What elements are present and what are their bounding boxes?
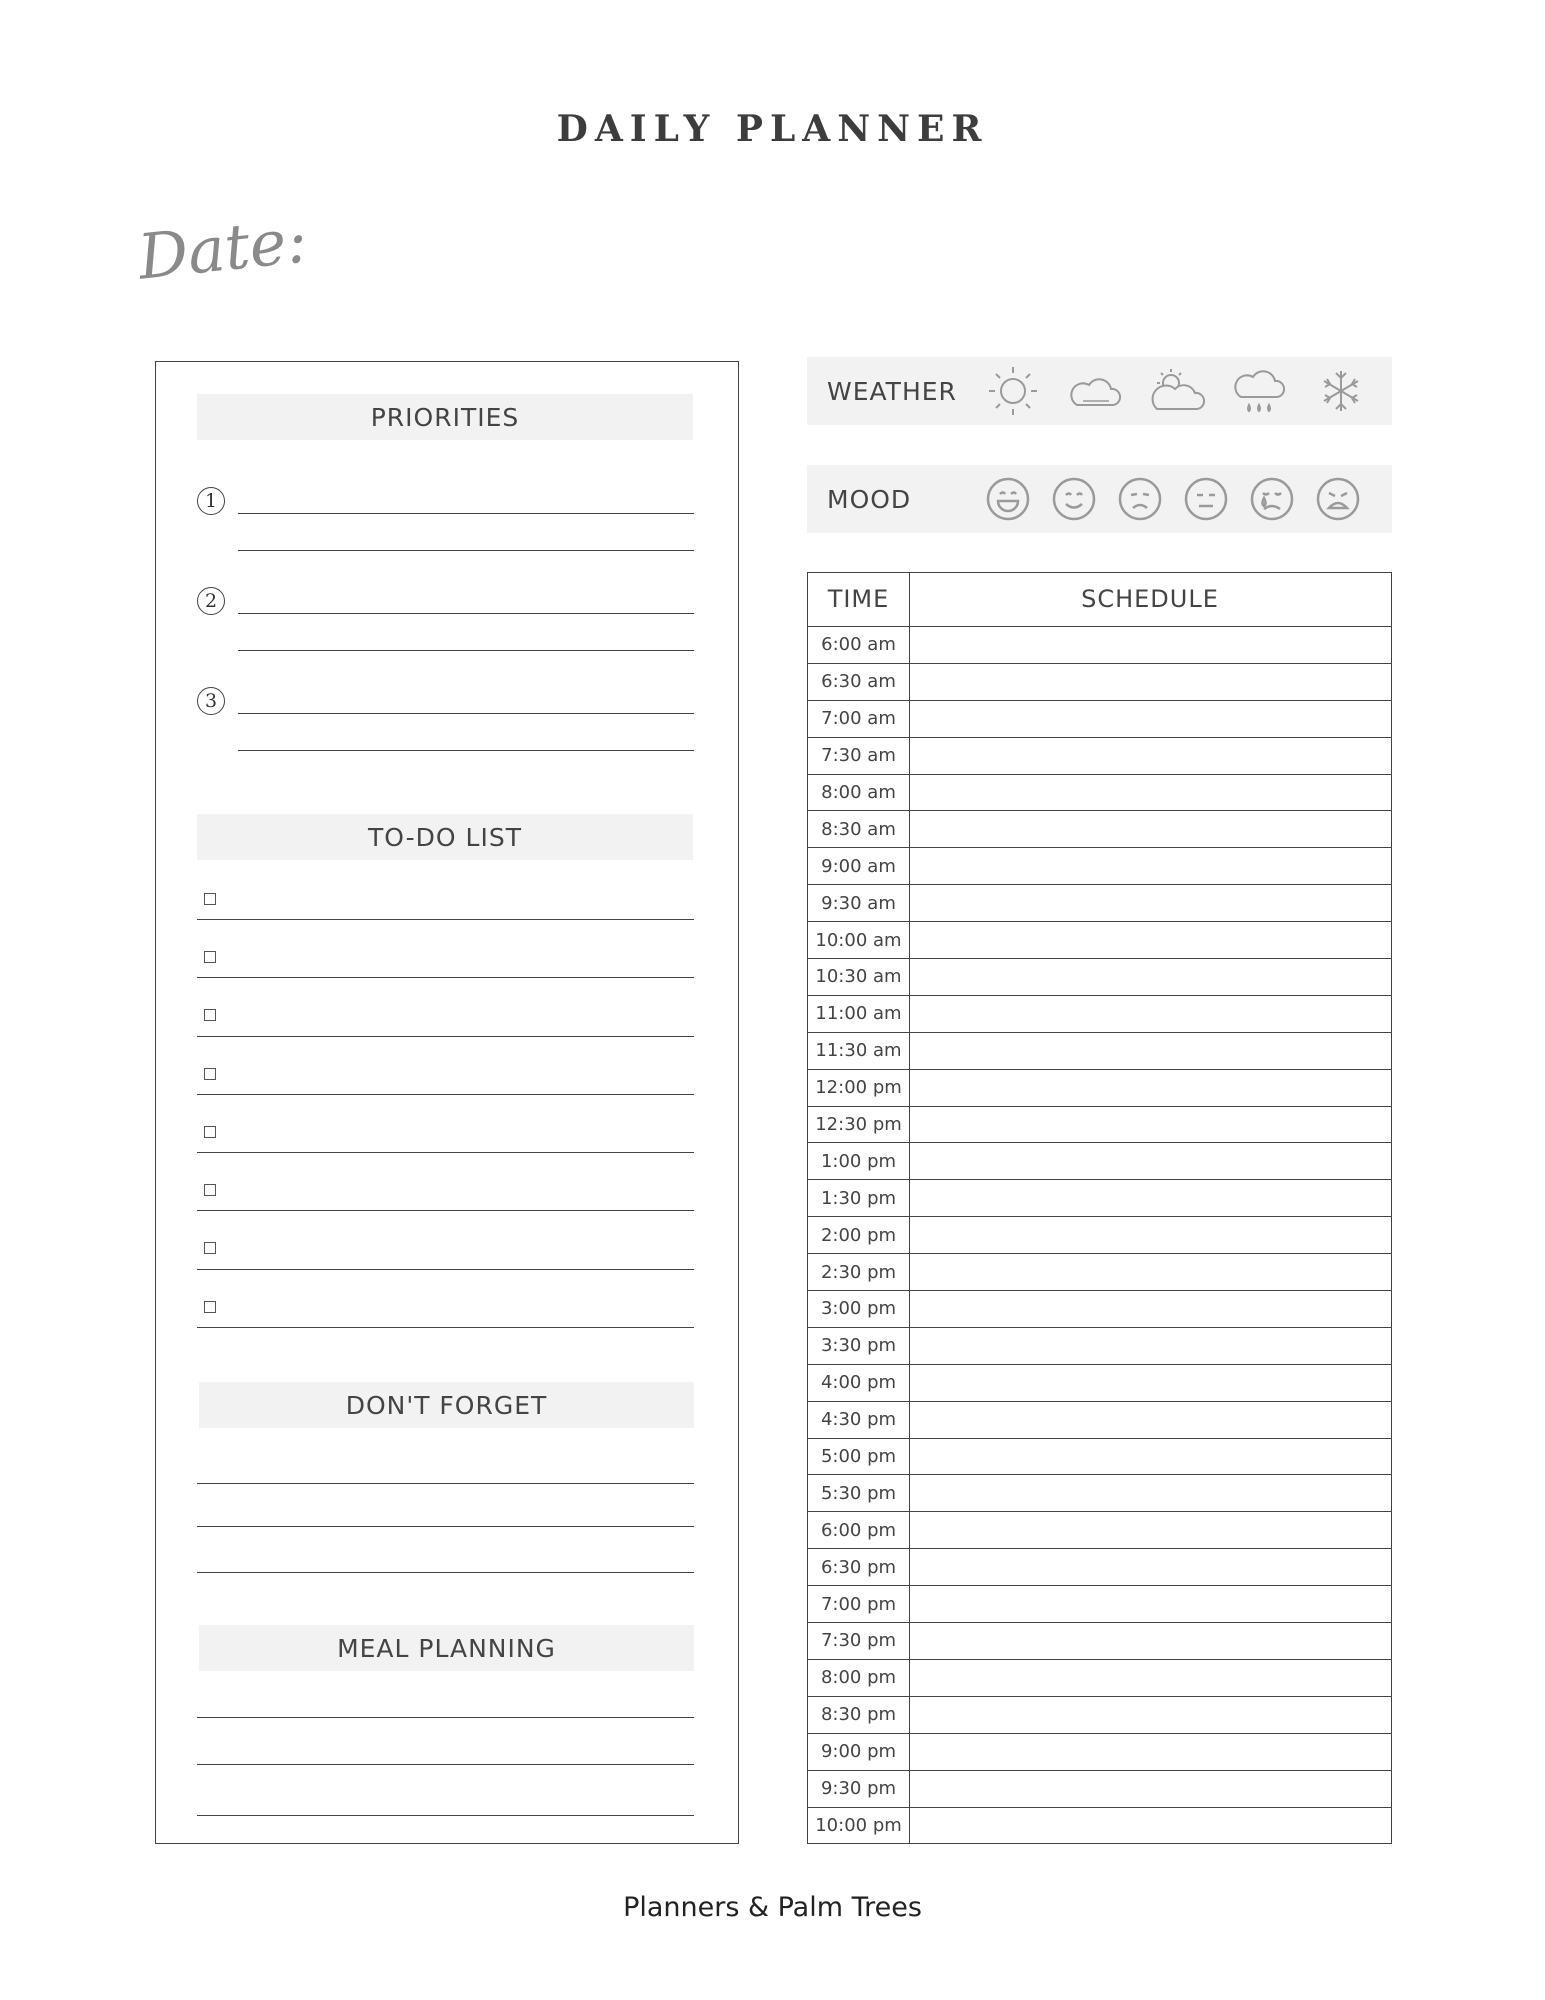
time-cell: 10:30 am — [815, 966, 902, 988]
schedule-row[interactable] — [808, 1660, 1391, 1697]
todo-header: TO-DO LIST — [197, 814, 693, 860]
time-cell: 7:00 pm — [820, 1593, 897, 1615]
todo-checkbox[interactable] — [204, 1184, 216, 1196]
dont-forget-line[interactable] — [197, 1483, 694, 1484]
todo-line[interactable] — [197, 1269, 694, 1270]
time-cell: 9:30 am — [821, 892, 896, 914]
schedule-row[interactable] — [808, 1808, 1391, 1845]
schedule-row[interactable] — [808, 1328, 1391, 1365]
schedule-row[interactable] — [808, 1734, 1391, 1771]
page-title: DAILY PLANNER — [556, 108, 989, 150]
time-cell: 12:30 pm — [815, 1114, 902, 1136]
time-cell: 7:00 am — [821, 708, 896, 730]
schedule-row[interactable] — [808, 885, 1391, 922]
meal-planning-line[interactable] — [197, 1815, 694, 1816]
rain-cloud-icon[interactable] — [1229, 361, 1289, 421]
schedule-row[interactable] — [808, 1254, 1391, 1291]
todo-checkbox[interactable] — [204, 1068, 216, 1080]
priorities-header: PRIORITIES — [197, 394, 693, 440]
time-cell: 8:30 am — [821, 818, 896, 840]
todo-line[interactable] — [197, 919, 694, 920]
todo-checkbox[interactable] — [204, 893, 216, 905]
schedule-row[interactable] — [808, 1586, 1391, 1623]
schedule-row[interactable] — [808, 1365, 1391, 1402]
time-cell: 6:30 pm — [820, 1556, 897, 1578]
todo-line[interactable] — [197, 1152, 694, 1153]
schedule-row[interactable] — [808, 664, 1391, 701]
todo-line[interactable] — [197, 1094, 694, 1095]
todo-checkbox[interactable] — [204, 1126, 216, 1138]
weather-label: WEATHER — [827, 376, 957, 406]
time-cell: 6:30 am — [821, 671, 896, 693]
time-cell: 3:30 pm — [820, 1335, 897, 1357]
time-cell: 4:00 pm — [820, 1372, 897, 1394]
time-cell: 11:30 am — [815, 1040, 902, 1062]
time-cell: 7:30 am — [821, 745, 896, 767]
meal-planning-line[interactable] — [197, 1717, 694, 1718]
todo-checkbox[interactable] — [204, 1242, 216, 1254]
todo-line[interactable] — [197, 1210, 694, 1211]
schedule-row[interactable] — [808, 1771, 1391, 1808]
schedule-rows — [808, 627, 1391, 1844]
schedule-header-row — [808, 573, 1391, 627]
schedule-row[interactable] — [808, 848, 1391, 885]
dont-forget-line[interactable] — [197, 1526, 694, 1527]
time-cell: 9:30 pm — [820, 1778, 897, 1800]
mood-icons — [985, 465, 1361, 533]
schedule-row[interactable] — [808, 1475, 1391, 1512]
schedule-row[interactable] — [808, 738, 1391, 775]
time-cell: 10:00 am — [815, 929, 902, 951]
time-cell: 11:00 am — [815, 1003, 902, 1025]
weather-icons — [983, 357, 1371, 425]
schedule-table — [807, 572, 1392, 1844]
time-cell: 5:30 pm — [820, 1482, 897, 1504]
time-cell: 8:00 am — [821, 782, 896, 803]
mood-label: MOOD — [827, 484, 912, 514]
sun-icon[interactable] — [983, 361, 1043, 421]
priority-number-1: 1 — [197, 487, 225, 515]
todo-checkbox[interactable] — [204, 1301, 216, 1313]
priority-line[interactable] — [238, 613, 694, 614]
cloud-icon[interactable] — [1065, 361, 1125, 421]
todo-line[interactable] — [197, 1036, 694, 1037]
footer-brand: Planners & Palm Trees — [623, 1892, 922, 1923]
schedule-row[interactable] — [808, 1070, 1391, 1107]
priority-line[interactable] — [238, 513, 694, 514]
time-cell: 10:00 pm — [815, 1815, 902, 1837]
priority-line[interactable] — [238, 650, 694, 651]
schedule-row[interactable] — [808, 811, 1391, 848]
schedule-row[interactable] — [808, 1107, 1391, 1144]
meal-planning-line[interactable] — [197, 1764, 694, 1765]
time-cell: 1:30 pm — [820, 1187, 897, 1209]
date-label: Date: — [134, 203, 311, 294]
todo-checkbox[interactable] — [204, 1009, 216, 1021]
sad-face-icon[interactable] — [1117, 476, 1163, 522]
time-cell: 8:30 pm — [820, 1704, 897, 1726]
schedule-row[interactable] — [808, 701, 1391, 738]
priority-line[interactable] — [238, 550, 694, 551]
laughing-face-icon[interactable] — [985, 476, 1031, 522]
time-cell: 3:00 pm — [820, 1298, 897, 1320]
priority-number-2: 2 — [197, 587, 225, 615]
schedule-row[interactable] — [808, 1512, 1391, 1549]
time-cell: 2:30 pm — [820, 1261, 897, 1283]
schedule-row[interactable] — [808, 1033, 1391, 1070]
time-cell: 12:00 pm — [815, 1077, 902, 1099]
todo-line[interactable] — [197, 977, 694, 978]
schedule-row[interactable] — [808, 1439, 1391, 1476]
schedule-row[interactable] — [808, 1549, 1391, 1586]
schedule-row[interactable] — [808, 1291, 1391, 1328]
todo-checkbox[interactable] — [204, 951, 216, 963]
time-cell: 4:30 pm — [820, 1409, 897, 1431]
dont-forget-header: DON'T FORGET — [199, 1382, 694, 1428]
neutral-face-icon[interactable] — [1183, 476, 1229, 522]
weather-bar — [807, 357, 1392, 425]
time-cell: 1:00 pm — [820, 1150, 897, 1172]
priority-line[interactable] — [238, 750, 694, 751]
time-cell: 9:00 pm — [820, 1741, 897, 1763]
upset-face-icon[interactable] — [1315, 476, 1361, 522]
schedule-column-header: SCHEDULE — [1081, 585, 1219, 613]
schedule-row[interactable] — [808, 627, 1391, 664]
left-panel — [155, 361, 739, 1844]
time-cell: 5:00 pm — [820, 1446, 897, 1468]
schedule-row[interactable] — [808, 1623, 1391, 1660]
time-column-header: TIME — [827, 585, 890, 613]
schedule-row[interactable] — [808, 996, 1391, 1033]
meal-planning-header: MEAL PLANNING — [199, 1625, 694, 1671]
priority-line[interactable] — [238, 713, 694, 714]
snowflake-icon[interactable] — [1311, 361, 1371, 421]
time-cell: 8:00 pm — [820, 1667, 897, 1689]
schedule-row[interactable] — [808, 1217, 1391, 1254]
time-cell: 7:30 pm — [820, 1630, 897, 1652]
mood-bar — [807, 465, 1392, 533]
crying-face-icon[interactable] — [1249, 476, 1295, 522]
todo-line[interactable] — [197, 1327, 694, 1328]
schedule-row[interactable] — [808, 775, 1391, 812]
smiling-face-icon[interactable] — [1051, 476, 1097, 522]
dont-forget-line[interactable] — [197, 1572, 694, 1573]
time-cell: 6:00 pm — [820, 1519, 897, 1541]
time-cell: 2:00 pm — [820, 1224, 897, 1246]
schedule-row[interactable] — [808, 922, 1391, 959]
partly-cloudy-icon[interactable] — [1147, 361, 1207, 421]
schedule-row[interactable] — [808, 1697, 1391, 1734]
time-cell: 6:00 am — [821, 634, 896, 656]
schedule-row[interactable] — [808, 959, 1391, 996]
priority-number-3: 3 — [197, 687, 225, 715]
schedule-row[interactable] — [808, 1402, 1391, 1439]
schedule-row[interactable] — [808, 1180, 1391, 1217]
time-cell: 9:00 am — [821, 855, 896, 877]
schedule-row[interactable] — [808, 1143, 1391, 1180]
